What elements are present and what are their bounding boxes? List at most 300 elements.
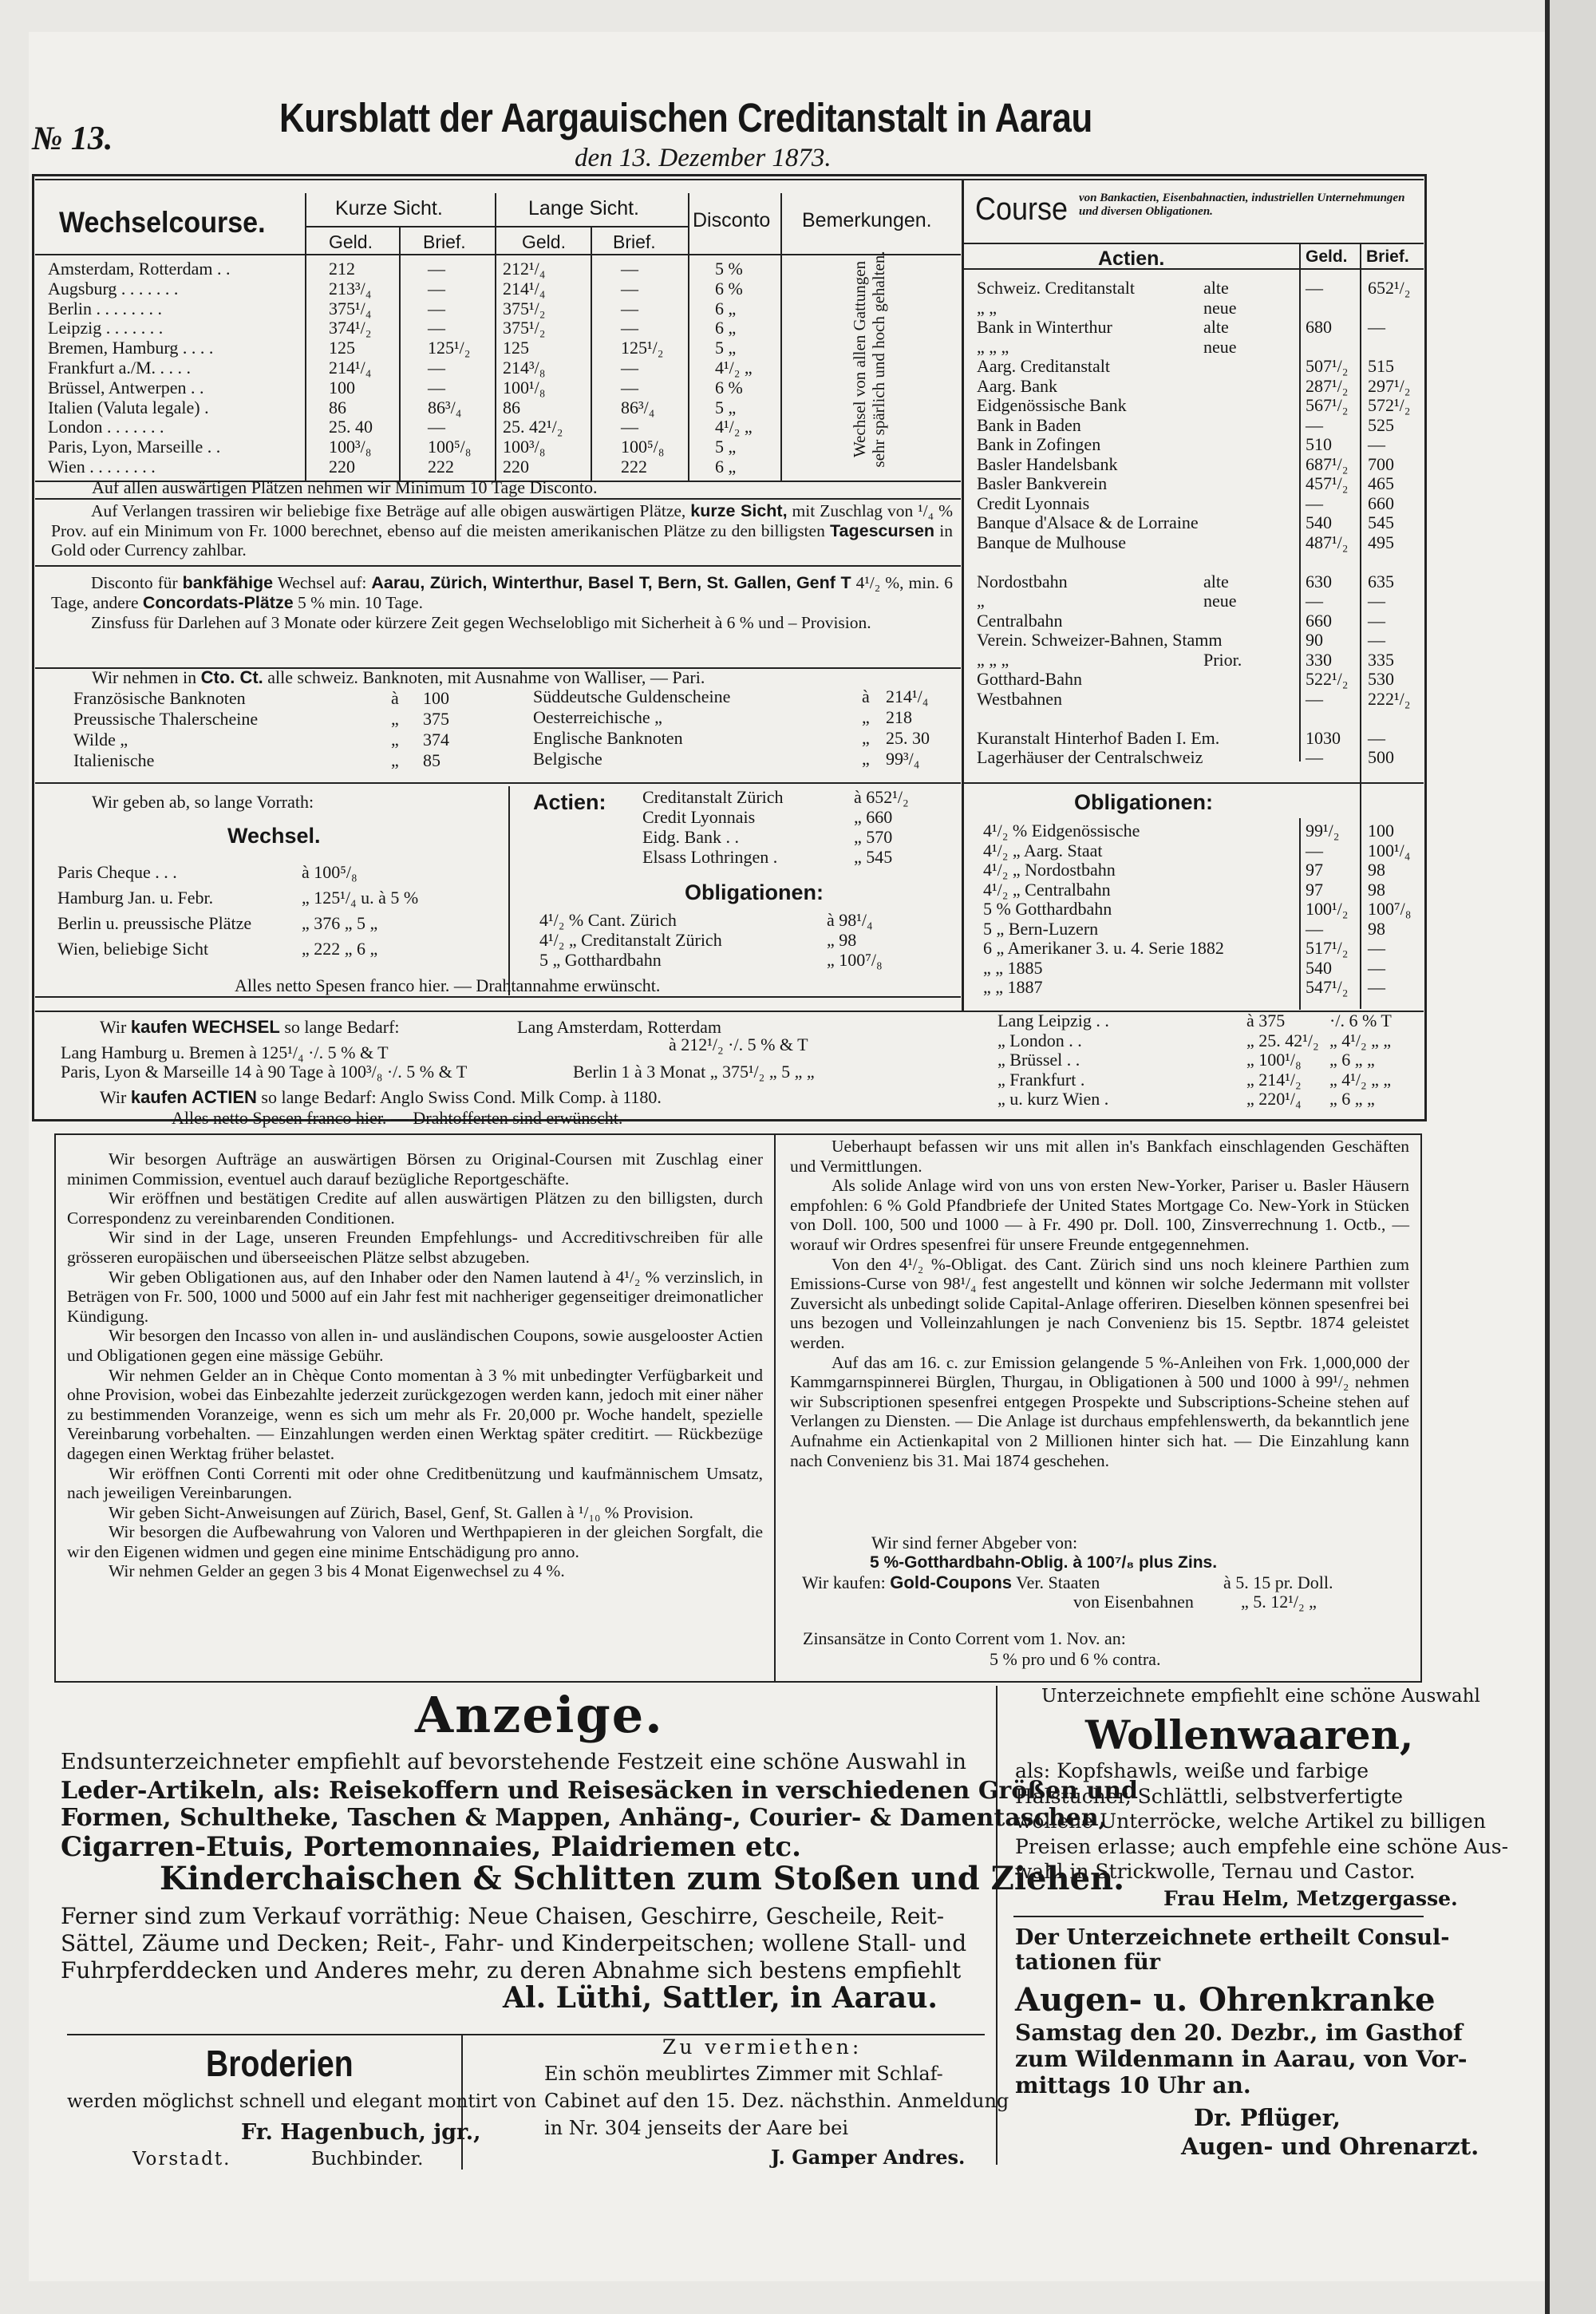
course-actie-sub: alte: [1203, 278, 1229, 298]
course-oblig-brief: 98: [1368, 860, 1385, 880]
course-actie-name: Aarg. Bank: [977, 375, 1058, 396]
abgabe-actien-value: „ 660: [854, 807, 893, 827]
abgabe-actien-name: Eidg. Bank . .: [642, 827, 739, 847]
course-actie-brief: —: [1368, 434, 1385, 454]
course-actie-name: Credit Lyonnais: [977, 492, 1090, 513]
anzeige-line: Formen, Schultheke, Taschen & Mappen, Anhäng-, Courier- & Damentaschen,: [61, 1804, 1107, 1832]
wechsel-kurz-geld: 374¹/₂: [329, 318, 372, 338]
service-paragraph: Wir eröffnen Conti Correnti mit oder ohne Creditbenützung und kaufmännischem Umsatz, nach jeweiligen Vereinbarungen.: [67, 1463, 763, 1503]
course-actie-name: Bank in Baden: [977, 414, 1081, 435]
course-oblig-name: 4¹/₂ „ Nordostbahn: [983, 860, 1116, 880]
para-zinsfuss: Zinsfuss für Darlehen auf 3 Monate oder kürzere Zeit gegen Wechselobligo mit Sicherheit à 6 % und – Provision.: [91, 613, 871, 632]
course-oblig-brief: —: [1368, 957, 1385, 978]
course-actie-geld: 507¹/₂: [1306, 356, 1349, 376]
course-actie-sub: alte: [1203, 571, 1229, 591]
course-actie-name: Centralbahn: [977, 610, 1063, 631]
course-oblig-name: 5 „ Bern-Luzern: [983, 918, 1099, 939]
course-actie-name: Gotthard-Bahn: [977, 669, 1082, 689]
course-actie-name: Nordostbahn: [977, 571, 1068, 591]
wechsel-lang-brief: —: [621, 377, 638, 398]
note-name: Preussische Thalerscheine: [73, 709, 259, 729]
woll-signature: Frau Helm, Metzgergasse.: [1163, 1887, 1458, 1910]
note-value: 85: [423, 750, 440, 770]
course-actie-brief: —: [1368, 610, 1385, 631]
header-line: [35, 254, 961, 255]
kauf-line2-right: à 212¹/₂ ·/. 5 % & T: [669, 1034, 808, 1054]
course-oblig-geld: 97: [1306, 879, 1323, 900]
abgabe-intro: Wir geben ab, so lange Vorrath:: [92, 792, 314, 812]
wechsel-lang-brief: —: [621, 259, 638, 279]
course-oblig-geld: 517¹/₂: [1306, 938, 1349, 958]
course-actie-brief: 297¹/₂: [1368, 375, 1411, 396]
col-bemerkungen: Bemerkungen.: [802, 209, 932, 231]
kauf-right-value: „ 25. 42¹/₂: [1246, 1030, 1319, 1050]
course-actie-geld: 510: [1306, 434, 1332, 454]
course-actie-geld: 687¹/₂: [1306, 453, 1349, 474]
course-actie-name: Westbahnen: [977, 688, 1062, 709]
course-oblig-name: 4¹/₂ % Eidgenössische: [983, 821, 1140, 841]
course-actie-brief: —: [1368, 727, 1385, 748]
course-actie-name: „ „ „: [977, 649, 1009, 670]
course-actie-brief: —: [1368, 591, 1385, 611]
course-oblig-head: Obligationen:: [1074, 790, 1213, 814]
ad-line: [1013, 1916, 1424, 1917]
wechsel-lang-geld: 214³/₈: [503, 358, 546, 378]
col-line: [1299, 243, 1301, 761]
abgabe-oblig-name: 4¹/₂ % Cant. Zürich: [539, 910, 677, 930]
woll-line: Halstücher, Schlättli, selbstverfertigte: [1015, 1784, 1404, 1808]
kauf-line2: Lang Hamburg u. Bremen à 125¹/₄ ·/. 5 % & T: [61, 1042, 389, 1062]
anzeige-title: Anzeige.: [415, 1686, 664, 1744]
note-value: 214¹/₄: [886, 686, 929, 706]
woll-line: als: Kopfshawls, weiße und farbige: [1015, 1759, 1369, 1782]
wechsel-lang-geld: 212¹/₄: [503, 259, 546, 279]
wechsel-place: Frankfurt a./M. . . . .: [48, 358, 192, 378]
wechsel-lang-geld: 100¹/₈: [503, 377, 546, 398]
course-actie-sub: alte: [1203, 317, 1229, 337]
wechsel-disconto: 4¹/₂ „: [715, 417, 753, 437]
abgabe-wechsel-value: „ 125¹/₄ u. à 5 %: [302, 888, 419, 908]
col-lang-sicht: Lange Sicht.: [528, 197, 639, 220]
service-paragraph: Wir sind in der Lage, unseren Freunden Empfehlungs- und Accreditivschreiben für alle grösseren europäischen und überseeischen Plätze selbst abzugeben.: [67, 1228, 763, 1267]
course-oblig-geld: —: [1306, 918, 1323, 939]
note-sep: „: [391, 730, 399, 750]
ferner-line: Ferner sind zum Verkauf vorräthig: Neue Chaisen, Geschirre, Gescheile, Reit-: [61, 1903, 945, 1929]
course-brief-head: Brief.: [1366, 247, 1409, 266]
kauf-line1-right: Lang Amsterdam, Rotterdam: [517, 1017, 721, 1037]
arzt-line: mittags 10 Uhr an.: [1015, 2072, 1251, 2098]
course-oblig-brief: 100¹/₄: [1368, 840, 1411, 860]
kauf-right-name: „ London . .: [998, 1030, 1082, 1050]
service-paragraph: Auf das am 16. c. zur Emission gelangende 5 %-Anleihen von Frk. 1,000,000 der Kammgarnspinnerei Bürglen, Thurgau, in Obligationen à 500 und 1000 à 99¹/₂ nehmen wir Subscriptionen spesenfrei entgegen Prospekte und Subscriptions-Scheine stehen auf Verlangen zu Diensten. — Die Anlage ist durchaus empfehlenswerth, da bekanntlich jene Aufnahme ein Actienkapital von 2 Millionen hinter sich hat. — Die Einzahlung kann nach Convenienz bis 31. Mai 1874 geschehen.: [790, 1352, 1409, 1470]
wechsel-lang-geld: 375¹/₂: [503, 318, 546, 338]
course-oblig-geld: 540: [1306, 957, 1332, 978]
wechsel-kurz-brief: 100⁵/₈: [428, 437, 472, 457]
broderien-foot-right: Buchbinder.: [311, 2149, 424, 2170]
service-paragraph: Wir geben Obligationen aus, auf den Inhaber oder den Namen lautend à 4¹/₂ % verzinslich, in Beträgen von Fr. 500, 1000 und 5000 auf ein Jahr fest mit nachheriger gegenseitiger dreimonatlicher Kündigung.: [67, 1267, 763, 1326]
course-actie-geld: —: [1306, 591, 1323, 611]
wechsel-disconto: 6 %: [715, 377, 743, 398]
row-line: [35, 996, 961, 998]
course-actie-name: Bank in Winterthur: [977, 317, 1112, 337]
note-value: 218: [886, 707, 912, 727]
course-actie-geld: —: [1306, 492, 1323, 513]
row-line: [35, 498, 961, 500]
service-paragraph: Wir besorgen den Incasso von allen in- und ausländischen Coupons, sowie ausgelooster Actien und Obligationen gegen eine mässige Gebühr.: [67, 1326, 763, 1365]
course-actie-name: Verein. Schweizer-Bahnen, Stamm: [977, 630, 1223, 650]
wechsel-lang-brief: —: [621, 318, 638, 338]
course-actie-brief: 652¹/₂: [1368, 278, 1411, 298]
col-line: [495, 193, 496, 481]
wechsel-disconto: 6 %: [715, 278, 743, 299]
note-minimum: Auf allen auswärtigen Plätzen nehmen wir Minimum 10 Tage Disconto.: [92, 477, 598, 497]
col-line: [780, 193, 782, 481]
kauf-line5: Alles netto Spesen franco hier. — Drahtofferten sind erwünscht.: [172, 1108, 623, 1128]
course-oblig-brief: —: [1368, 977, 1385, 997]
wechsel-place: Paris, Lyon, Marseille . .: [48, 437, 221, 457]
row-line: [35, 1011, 1424, 1012]
col-line: [508, 786, 510, 995]
abgabe-wechsel-place: Hamburg Jan. u. Febr.: [57, 888, 214, 908]
arzt-line: zum Wildenmann in Aarau, von Vor-: [1015, 2046, 1468, 2072]
note-value: 25. 30: [886, 728, 930, 748]
note-value: 374: [423, 730, 449, 750]
abgabe-oblig-name: 4¹/₂ „ Creditanstalt Zürich: [539, 930, 722, 950]
ferner-line: Sättel, Zäume und Decken; Reit-, Fahr- und Kinderpeitschen; wollene Stall- und: [61, 1930, 967, 1956]
note-sep: „: [391, 750, 399, 770]
course-actie-brief: 530: [1368, 669, 1394, 689]
course-actie-brief: 222¹/₂: [1368, 688, 1411, 709]
wechsel-kurz-brief: —: [428, 298, 445, 318]
course-actie-name: Kuranstalt Hinterhof Baden I. Em.: [977, 727, 1220, 748]
wechsel-lang-brief: 86³/₄: [621, 397, 655, 417]
course-oblig-brief: 98: [1368, 879, 1385, 900]
arzt-line: Samstag den 20. Dezbr., im Gasthof: [1015, 2019, 1463, 2046]
eisenbahn-coupons: von Eisenbahnen: [1073, 1592, 1194, 1612]
abgabe-actien-name: Elsass Lothringen .: [642, 847, 778, 867]
arzt-title: Augen- u. Ohrenkranke: [1015, 1981, 1436, 2019]
wechsel-place: Wien . . . . . . . .: [48, 457, 156, 477]
course-oblig-geld: 100¹/₂: [1306, 899, 1349, 919]
wechsel-lang-brief: 222: [621, 457, 647, 477]
wechsel-disconto: 5 „: [715, 338, 737, 358]
course-actie-name: Banque d'Alsace & de Lorraine: [977, 512, 1199, 532]
abgabe-wechsel-place: Berlin u. preussische Plätze: [57, 913, 252, 933]
kauf-line4: Wir kaufen ACTIEN so lange Bedarf: Anglo Swiss Cond. Milk Comp. à 1180.: [100, 1087, 662, 1107]
col-brief: Brief.: [423, 231, 466, 252]
col-geld: Geld.: [329, 231, 373, 252]
course-actie-name: „: [977, 591, 985, 611]
kauf-right-deduction: „ 4¹/₂ „ „: [1329, 1030, 1392, 1050]
course-oblig-brief: 98: [1368, 918, 1385, 939]
course-actie-name: Banque de Mulhouse: [977, 532, 1126, 552]
note-sep: „: [862, 728, 870, 748]
kauf-right-value: „ 100¹/₈: [1246, 1050, 1302, 1070]
wechsel-kurz-geld: 25. 40: [329, 417, 373, 437]
services-right: [790, 1137, 1409, 1470]
note-value: 375: [423, 709, 449, 729]
col-line: [399, 227, 401, 481]
abgabe-wechsel-value: „ 376 „ 5 „: [302, 913, 378, 933]
course-actie-name: Eidgenössische Bank: [977, 395, 1127, 415]
course-actie-brief: 335: [1368, 649, 1394, 670]
wechsel-kurz-brief: —: [428, 377, 445, 398]
frame-inner-line: [35, 179, 1424, 180]
course-actie-geld: 660: [1306, 610, 1332, 631]
anzeige-line: Endsunterzeichneter empfiehlt auf bevorstehende Festzeit eine schöne Auswahl in: [61, 1750, 967, 1774]
note-name: Süddeutsche Guldenscheine: [533, 686, 731, 706]
broderien-line2: Fr. Hagenbuch, jgr.,: [241, 2120, 481, 2145]
wechsel-place: London . . . . . . .: [48, 417, 164, 437]
wechsel-lang-geld: 220: [503, 457, 529, 477]
course-actie-geld: 522¹/₂: [1306, 669, 1349, 689]
abgabe-footer: Alles netto Spesen franco hier. — Drahtannahme erwünscht.: [235, 975, 661, 995]
course-geld-head: Geld.: [1306, 247, 1348, 266]
wechsel-kurz-brief: —: [428, 278, 445, 299]
woll-line: wahl in Strickwolle, Ternau und Castor.: [1015, 1860, 1416, 1883]
col-line: [774, 1135, 776, 1681]
course-actie-brief: 660: [1368, 492, 1394, 513]
arzt-signature-2: Augen- und Ohrenarzt.: [1181, 2133, 1479, 2160]
kaufen-coupons: Wir kaufen: Gold-Coupons Ver. Staaten: [802, 1572, 1100, 1592]
abgabe-wechsel-title: Wechsel.: [227, 824, 321, 848]
wechsel-lang-brief: —: [621, 278, 638, 299]
wechsel-place: Brüssel, Antwerpen . .: [48, 377, 204, 398]
kauf-right-deduction: ·/. 6 % T: [1329, 1011, 1392, 1030]
wechsel-place: Augsburg . . . . . . .: [48, 278, 179, 299]
wechsel-lang-geld: 25. 42¹/₂: [503, 417, 563, 437]
kauf-right-value: à 375: [1246, 1011, 1286, 1030]
course-actie-name: Lagerhäuser der Centralschweiz: [977, 747, 1203, 767]
vermieten-line: in Nr. 304 jenseits der Aare bei: [544, 2117, 849, 2139]
note-name: Belgische: [533, 749, 602, 769]
banknoten-intro: Wir nehmen in Cto. Ct. alle schweiz. Banknoten, mit Ausnahme von Walliser, — Pari.: [92, 667, 705, 687]
course-actie-name: Schweiz. Creditanstalt: [977, 278, 1135, 298]
abgabe-actien-value: „ 570: [854, 827, 893, 847]
kinder-line: Kinderchaischen & Schlitten zum Stoßen und Ziehen.: [160, 1860, 1125, 1897]
col-line: [1299, 818, 1301, 1010]
abgabe-wechsel-place: Paris Cheque . . .: [57, 862, 177, 882]
arzt-line: Der Unterzeichnete ertheilt Consul-: [1015, 1925, 1450, 1950]
wechsel-kurz-brief: 125¹/₂: [428, 338, 471, 358]
wechsel-place: Italien (Valuta legale) .: [48, 397, 209, 417]
col-line: [591, 227, 592, 481]
note-sep: à: [391, 688, 399, 708]
ferner-line: Fuhrpferddecken und Anderes mehr, zu deren Abnahme sich bestens empfiehlt: [61, 1957, 962, 1984]
course-oblig-name: 4¹/₂ „ Aarg. Staat: [983, 840, 1103, 860]
course-oblig-geld: 547¹/₂: [1306, 977, 1349, 997]
woll-line: Preisen erlasse; auch empfehle eine schöne Aus-: [1015, 1834, 1509, 1858]
wechsel-kurz-brief: 222: [428, 457, 454, 477]
wechsel-kurz-geld: 214¹/₄: [329, 358, 372, 378]
wechsel-kurz-geld: 212: [329, 259, 355, 279]
luethi-signature: Al. Lüthi, Sattler, in Aarau.: [503, 1981, 938, 2015]
course-actie-geld: —: [1306, 278, 1323, 298]
abgabe-actien-title: Actien:: [533, 790, 606, 814]
woll-title: Wollenwaaren,: [1085, 1711, 1414, 1758]
wechsel-kurz-geld: 100: [329, 377, 355, 398]
course-actie-geld: 680: [1306, 317, 1332, 337]
course-actie-geld: 630: [1306, 571, 1332, 591]
course-actien-head: Actien.: [1098, 247, 1165, 270]
service-paragraph: Wir geben Sicht-Anweisungen auf Zürich, Basel, Genf, St. Gallen à ¹/₁₀ % Provision.: [109, 1502, 693, 1522]
wechsel-lang-geld: 214¹/₄: [503, 278, 546, 299]
wechsel-disconto: 6 „: [715, 457, 737, 477]
course-actie-name: Aarg. Creditanstalt: [977, 356, 1110, 376]
abgabe-wechsel-value: à 100⁵/₈: [302, 862, 358, 882]
vermieten-line: Cabinet auf den 15. Dez. nächsthin. Anmeldung: [544, 2090, 1009, 2112]
note-name: Oesterreichische „: [533, 707, 662, 727]
note-value: 100: [423, 688, 449, 708]
note-name: Wilde „: [73, 730, 128, 750]
course-actie-sub: Prior.: [1203, 649, 1242, 670]
note-name: Italienische: [73, 750, 155, 770]
wechsel-lang-brief: —: [621, 358, 638, 378]
course-actie-brief: 545: [1368, 512, 1394, 532]
course-actie-name: Basler Bankverein: [977, 473, 1108, 493]
abgabe-oblig-value: „ 98: [827, 930, 857, 950]
col-kurz-sicht: Kurze Sicht.: [335, 197, 443, 220]
col-geld: Geld.: [522, 231, 566, 252]
course-oblig-name: 6 „ Amerikaner 3. u. 4. Serie 1882: [983, 938, 1224, 958]
kauf-right-name: „ Brüssel . .: [998, 1050, 1080, 1070]
service-paragraph: Ueberhaupt befassen wir uns mit allen in's Bankfach einschlagenden Geschäften und Vermittlungen.: [790, 1137, 1409, 1176]
course-actie-geld: 567¹/₂: [1306, 395, 1349, 415]
wechsel-kurz-geld: 375¹/₄: [329, 298, 372, 318]
anzeige-line: Leder-Artikeln, als: Reisekoffern und Reisesäcken in verschiedenen Größen und: [61, 1777, 1138, 1805]
eisenbahn-coupons-price: „ 5. 12¹/₂ „: [1241, 1592, 1317, 1612]
course-actie-geld: 457¹/₂: [1306, 473, 1349, 493]
abgabe-actien-value: à 652¹/₂: [854, 787, 909, 807]
course-actie-name: Bank in Zofingen: [977, 434, 1101, 454]
wechsel-disconto: 5 „: [715, 437, 737, 457]
abgabe-oblig-value: „ 100⁷/₈: [827, 950, 883, 970]
course-actie-brief: 572¹/₂: [1368, 395, 1411, 415]
row-line: [35, 782, 961, 784]
page-title: Kursblatt der Aargauischen Creditanstalt in Aarau: [279, 95, 1092, 140]
course-actie-geld: —: [1306, 414, 1323, 435]
kauf-right-name: „ Frankfurt .: [998, 1069, 1085, 1090]
course-actie-geld: 330: [1306, 649, 1332, 670]
kauf-right-value: „ 220¹/₄: [1246, 1089, 1302, 1109]
kauf-right-name: „ u. kurz Wien .: [998, 1089, 1109, 1109]
course-oblig-geld: 97: [1306, 860, 1323, 880]
wechsel-kurz-brief: 86³/₄: [428, 397, 462, 417]
abgabe-actien-name: Creditanstalt Zürich: [642, 787, 784, 807]
gotthard-offer: 5 %-Gotthardbahn-Oblig. à 100⁷/₈ plus Zins.: [870, 1553, 1218, 1572]
course-oblig-brief: 100: [1368, 821, 1394, 841]
wechsel-lang-geld: 125: [503, 338, 529, 358]
abgabe-wechsel-value: „ 222 „ 6 „: [302, 939, 378, 959]
course-actie-geld: 90: [1306, 630, 1323, 650]
course-oblig-geld: 99¹/₂: [1306, 821, 1340, 841]
col-line: [688, 193, 689, 481]
kauf-line3: Paris, Lyon & Marseille 14 à 90 Tage à 100³/₈ ·/. 5 % & T: [61, 1062, 468, 1082]
para-trassiren: Auf Verlangen trassiren wir beliebige fixe Beträge auf alle obigen auswärtigen Plätze, kurze Sicht, mit Zuschlag von ¹/₄ % Prov. auf ein Minimum von Fr. 1000 berechnet, ebenso auf die meisten amerikanischen Plätze zu den billigsten Tagescursen in Gold oder Currency zahlbar.: [51, 501, 954, 560]
service-paragraph: Als solide Anlage wird von uns von ersten New-Yorker, Pariser u. Basler Häusern empfohlen: 6 % Gold Pfandbriefe der United States Mortgage Co. New-York in Stücken von Doll. 100, 500 und 1000 — à Fr. 490 pr. Doll. 100, Zinsverrechnung 1. Octb., — worauf wir Ordres spesenfrei für unsere Freunde entgegennehmen.: [790, 1176, 1409, 1254]
kaufen-coupons-price: à 5. 15 pr. Doll.: [1223, 1572, 1333, 1592]
row-line: [35, 565, 961, 567]
service-paragraph: Wir besorgen die Aufbewahrung von Valoren und Werthpapieren in der gleichen Sorgfalt, die wir den Eigenen widmen und gegen eine minime Entschädigung pro anno.: [67, 1522, 763, 1561]
note-value: 99³/₄: [886, 749, 920, 769]
page-margin: [1550, 0, 1596, 2314]
abgabe-oblig-value: à 98¹/₄: [827, 910, 873, 930]
broderien-line1: werden möglichst schnell und elegant montirt von: [67, 2091, 537, 2112]
course-actie-brief: 465: [1368, 473, 1394, 493]
note-name: Englische Banknoten: [533, 728, 683, 748]
wechsel-lang-geld: 86: [503, 397, 520, 417]
wechsel-kurz-brief: —: [428, 417, 445, 437]
wechsel-disconto: 5 %: [715, 259, 743, 279]
zins-line1: Zinsansätze in Conto Corrent vom 1. Nov. an:: [803, 1628, 1126, 1648]
wechsel-kurz-brief: —: [428, 259, 445, 279]
course-actie-geld: 487¹/₂: [1306, 532, 1349, 552]
wechsel-title: Wechselcourse.: [59, 206, 266, 239]
course-oblig-name: „ „ 1885: [983, 957, 1043, 978]
course-actie-brief: 495: [1368, 532, 1394, 552]
vermieten-line: Ein schön meublirtes Zimmer mit Schlaf-: [544, 2063, 943, 2085]
wechsel-kurz-geld: 220: [329, 457, 355, 477]
wechsel-place: Bremen, Hamburg . . . .: [48, 338, 214, 358]
course-actie-brief: 635: [1368, 571, 1394, 591]
vermieten-title: Zu vermiethen:: [662, 2035, 863, 2059]
note-name: Französische Banknoten: [73, 688, 246, 708]
wechsel-lang-geld: 375¹/₂: [503, 298, 546, 318]
course-actie-brief: —: [1368, 630, 1385, 650]
kauf-right-name: Lang Leipzig . .: [998, 1011, 1109, 1030]
issue-number: № 13.: [32, 121, 113, 157]
row-line: [963, 782, 1424, 784]
course-actie-name: Basler Handelsbank: [977, 453, 1118, 474]
vermieten-signature: J. Gamper Andres.: [771, 2146, 966, 2169]
course-subtitle: von Bankactien, Eisenbahnactien, industriellen Unternehmungen und diversen Obligationen.: [1079, 192, 1405, 218]
course-actie-geld: 1030: [1306, 727, 1341, 748]
wechsel-disconto: 6 „: [715, 318, 737, 338]
abgabe-oblig-title: Obligationen:: [685, 880, 824, 904]
abgabe-wechsel-place: Wien, beliebige Sicht: [57, 939, 209, 959]
course-oblig-name: „ „ 1887: [983, 977, 1043, 997]
arzt-line: tationen für: [1015, 1950, 1161, 1975]
anzeige-line: Cigarren-Etuis, Portemonnaies, Plaidriemen etc.: [61, 1831, 801, 1863]
wechsel-disconto: 4¹/₂ „: [715, 358, 753, 378]
wechsel-lang-brief: —: [621, 417, 638, 437]
wechsel-lang-brief: 125¹/₂: [621, 338, 664, 358]
kauf-right-deduction: „ 6 „ „: [1329, 1089, 1375, 1109]
header-line: [963, 268, 1424, 270]
kauf-line3-right: Berlin 1 à 3 Monat „ 375¹/₂ „ 5 „ „: [573, 1062, 815, 1082]
kauf-line1: Wir kaufen WECHSEL so lange Bedarf:: [100, 1017, 400, 1037]
service-paragraph: Wir eröffnen und bestätigen Credite auf allen auswärtigen Plätzen zu den billigsten, durch Correspondenz zu vereinbarenden Conditionen.: [67, 1189, 763, 1228]
course-actie-brief: —: [1368, 317, 1385, 337]
course-oblig-brief: —: [1368, 938, 1385, 958]
course-actie-geld: —: [1306, 688, 1323, 709]
course-oblig-geld: —: [1306, 840, 1323, 860]
zins-line2: 5 % pro und 6 % contra.: [990, 1649, 1161, 1669]
service-paragraph: Wir besorgen Aufträge an auswärtigen Börsen zu Original-Coursen mit Zuschlag einer minimen Commission, eventuel auch darauf bezügliche Reportgeschäfte.: [67, 1149, 763, 1189]
wechsel-kurz-brief: —: [428, 358, 445, 378]
wechsel-place: Berlin . . . . . . . .: [48, 298, 162, 318]
para-disconto: Disconto für bankfähige Wechsel auf: Aarau, Zürich, Winterthur, Basel T, Bern, St. Gallen, Genf T 4¹/₂ %, min. 6 Tage, andere Concordats-Plätze 5 % min. 10 Tage.: [51, 573, 954, 612]
wechsel-kurz-geld: 125: [329, 338, 355, 358]
wechsel-kurz-geld: 213³/₄: [329, 278, 372, 299]
bemerkungen-text: Wechsel von allen Gattungen sehr spärlich und hoch gehalten.: [850, 251, 888, 468]
course-actie-name: „ „: [977, 297, 998, 318]
course-actie-name: „ „ „: [977, 336, 1009, 357]
note-sep: „: [391, 709, 399, 729]
wechsel-place: Leipzig . . . . . . .: [48, 318, 164, 338]
wechsel-kurz-geld: 86: [329, 397, 346, 417]
abgabe-oblig-name: 5 „ Gotthardbahn: [539, 950, 662, 970]
